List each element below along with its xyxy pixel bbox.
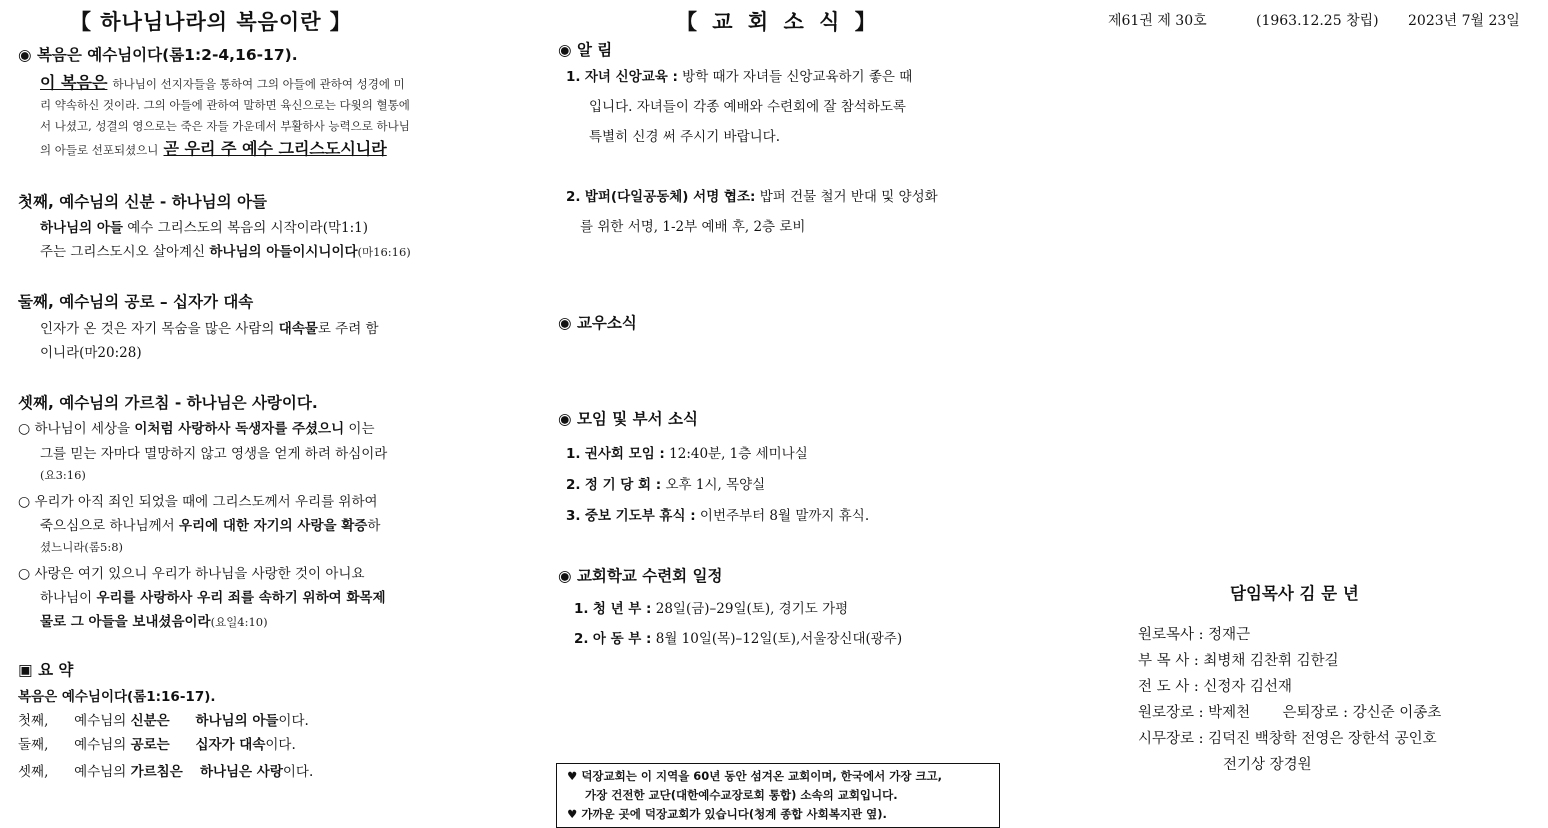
third-item-3-text-1: 사랑은 여기 있으니 우리가 하나님을 사랑한 것이 아니요 bbox=[34, 566, 365, 582]
retreat-item-text: 28일(금)–29일(토), 경기도 가평 bbox=[651, 601, 849, 617]
notice-item-2-text-1: 밥퍼 건물 철거 반대 및 양성화 bbox=[755, 189, 938, 205]
third-item-1-line-2: 그를 믿는 자마다 멸망하지 않고 영생을 얻게 하려 하심이라 bbox=[40, 446, 388, 462]
summary-line-2 bbox=[18, 733, 296, 753]
first-line-1-bold: 하나님의 아들 bbox=[40, 220, 123, 236]
third-item-1-post: 이는 bbox=[344, 421, 375, 437]
staff-row bbox=[1138, 675, 1292, 696]
third-item-2-pre: 죽으심으로 하나님께서 bbox=[40, 518, 179, 534]
first-line-2-bold: 하나님의 아들이시니이다 bbox=[209, 244, 358, 260]
staff-row bbox=[1138, 623, 1250, 644]
meeting-item-label: 권사회 모임 : bbox=[584, 446, 665, 462]
third-heading: 셋째, 예수님의 가르침 - 하나님은 사랑이다. bbox=[18, 394, 318, 412]
retreat-heading bbox=[558, 564, 723, 586]
summary-line-1 bbox=[18, 709, 309, 729]
meeting-item bbox=[566, 442, 808, 462]
circle-bullet-icon: ○ bbox=[18, 494, 31, 510]
retreat-item-num: 2. bbox=[574, 631, 589, 647]
third-item-1-ref: (요3:16) bbox=[40, 468, 86, 482]
third-item-2-line-3: 셨느니라(롬5:8) bbox=[40, 540, 124, 554]
meeting-item-num: 1. bbox=[566, 446, 581, 462]
notice-item-1-line-3: 특별히 신경 써 주시기 바랍니다. bbox=[589, 129, 780, 145]
gospel-conclusion: 곧 우리 주 예수 그리스도시니라 bbox=[163, 139, 387, 158]
summary-line-3-end: 이다. bbox=[282, 764, 314, 780]
first-heading: 첫째, 예수님의 신분 - 하나님의 아들 bbox=[18, 193, 267, 211]
summary-heading-text: 요 약 bbox=[38, 661, 74, 679]
staff-role: 은퇴장로 : bbox=[1282, 705, 1348, 721]
staff-names: 박제천 bbox=[1208, 705, 1251, 721]
target-bullet-icon: ◉ bbox=[558, 567, 572, 585]
church-info-box bbox=[556, 763, 1000, 828]
notice-heading-text: 알 림 bbox=[576, 41, 613, 59]
summary-heading bbox=[18, 658, 73, 680]
members-news-heading bbox=[558, 311, 637, 333]
retreat-item-text: 8월 10일(목)–12일(토),서울장신대(광주) bbox=[651, 631, 903, 647]
third-item-3-line-2 bbox=[40, 586, 386, 606]
staff-role: 전 도 사 : bbox=[1138, 679, 1199, 695]
third-item-3-line-1 bbox=[18, 562, 365, 582]
meeting-item-text: 12:40분, 1층 세미나실 bbox=[664, 446, 808, 462]
notice-item-1-line-1 bbox=[566, 65, 912, 85]
target-bullet-icon: ◉ bbox=[558, 410, 572, 428]
first-line-2-pre: 주는 그리스도시오 살아계신 bbox=[40, 244, 210, 260]
retreat-heading-text: 교회학교 수련회 일정 bbox=[576, 567, 723, 585]
second-heading: 둘째, 예수님의 공로 – 십자가 대속 bbox=[18, 293, 254, 311]
notice-heading bbox=[558, 38, 612, 60]
third-item-3-bold: 우리를 사랑하사 우리 죄를 속하기 위하여 화목제 bbox=[96, 590, 386, 606]
gospel-text-4: 의 아들로 선포되셨으니 bbox=[40, 143, 159, 157]
staff-names: 강신준 이종초 bbox=[1352, 705, 1442, 721]
second-line-1 bbox=[40, 317, 379, 337]
retreat-item bbox=[574, 627, 902, 647]
first-line-1-rest: 예수 그리스도의 복음의 시작이라(막1:1) bbox=[122, 220, 368, 236]
summary-line-3 bbox=[18, 760, 313, 780]
meeting-item bbox=[566, 504, 869, 524]
retreat-item bbox=[574, 597, 848, 617]
staff-names: 최병채 김찬휘 김한길 bbox=[1203, 653, 1339, 669]
meeting-item-num: 3. bbox=[566, 508, 581, 524]
summary-line-2-answer: 십자가 대속 bbox=[195, 737, 266, 753]
gospel-line-4 bbox=[40, 136, 387, 159]
retreat-item-label: 청 년 부 : bbox=[592, 601, 652, 617]
notice-item-2-line-1 bbox=[566, 185, 938, 205]
first-line-1 bbox=[40, 216, 368, 236]
summary-line-2-topic: 공로는 bbox=[130, 737, 170, 753]
summary-line-2-end: 이다. bbox=[265, 737, 296, 753]
third-item-2-post: 하 bbox=[367, 518, 381, 534]
staff-names: 신정자 김선재 bbox=[1203, 679, 1292, 695]
third-item-2-line-2 bbox=[40, 514, 380, 534]
summary-line-0-ref: (롬1:16-17). bbox=[127, 689, 216, 705]
gospel-lead: 이 복음은 bbox=[40, 73, 108, 92]
issue-date: 2023년 7월 23일 bbox=[1408, 13, 1520, 29]
gospel-section-title: 【 하나님나라의 복음이란 】 bbox=[70, 10, 352, 34]
target-bullet-icon: ◉ bbox=[558, 314, 572, 332]
summary-line-3-ordinal: 셋째, bbox=[18, 764, 49, 780]
staff-names: 정재근 bbox=[1208, 627, 1251, 643]
summary-line-3-topic: 가르침은 bbox=[130, 764, 183, 780]
summary-line-1-subject: 예수님의 bbox=[74, 713, 127, 729]
third-item-1-pre: 하나님이 세상을 bbox=[34, 421, 135, 437]
staff-names-continued: 전기상 장경원 bbox=[1223, 757, 1312, 773]
third-item-1-bold: 이처럼 사랑하사 독생자를 주셨으니 bbox=[134, 421, 345, 437]
notice-item-2-label: 밥퍼(다일공동체) 서명 협조: bbox=[584, 189, 756, 205]
notice-item-1-line-2: 입니다. 자녀들이 각종 예배와 수련회에 잘 참석하도록 bbox=[589, 99, 906, 115]
founded-date: (1963.12.25 창립) bbox=[1256, 13, 1379, 29]
summary-line-1-ordinal: 첫째, bbox=[18, 713, 49, 729]
summary-line-2-subject: 예수님의 bbox=[74, 737, 127, 753]
gospel-heading-text: 복음은 예수님이다(롬1:2-4,16-17). bbox=[36, 46, 298, 64]
second-line-2: 이니라(마20:28) bbox=[40, 345, 142, 361]
meeting-item-text: 이번주부터 8월 말까지 휴식. bbox=[695, 508, 870, 524]
summary-line-0 bbox=[18, 685, 216, 705]
notice-item-1-label: 자녀 신앙교육 : bbox=[584, 69, 678, 85]
meeting-item-label: 정 기 당 회 : bbox=[584, 477, 662, 493]
third-item-2-line-1 bbox=[18, 490, 378, 510]
second-line-1-post: 로 주려 함 bbox=[317, 321, 379, 337]
summary-line-1-topic: 신분은 bbox=[130, 713, 170, 729]
church-news-title: 【 교 회 소 식 】 bbox=[676, 10, 880, 34]
meeting-item bbox=[566, 473, 765, 493]
meetings-heading bbox=[558, 407, 698, 429]
staff-names: 김덕진 백창학 전영은 장한석 공인호 bbox=[1208, 731, 1437, 747]
third-item-2-text-1: 우리가 아직 죄인 되었을 때에 그리스도께서 우리를 위하여 bbox=[34, 494, 378, 510]
third-item-3-line-3 bbox=[40, 610, 268, 630]
gospel-text-2: 리 약속하신 것이라. 그의 아들에 관하여 말하면 육신으로는 다윗의 혈통에 bbox=[40, 98, 410, 112]
target-bullet-icon: ◉ bbox=[18, 46, 32, 64]
summary-line-2-ordinal: 둘째, bbox=[18, 737, 49, 753]
third-item-1-line-1 bbox=[18, 417, 374, 437]
circle-bullet-icon: ○ bbox=[18, 566, 31, 582]
target-bullet-icon: ◉ bbox=[558, 41, 572, 59]
meeting-item-text: 오후 1시, 목양실 bbox=[661, 477, 766, 493]
volume-number: 제61권 제 30호 bbox=[1108, 13, 1207, 29]
notice-item-2-num: 2. bbox=[566, 189, 581, 205]
gospel-text-3: 서 나셨고, 성결의 영으로는 죽은 자들 가운데서 부활하사 능력으로 하나님 bbox=[40, 119, 410, 133]
staff-role: 시무장로 : bbox=[1138, 731, 1204, 747]
staff-row bbox=[1138, 727, 1437, 748]
third-item-2-bold: 우리에 대한 자기의 사랑을 확증 bbox=[179, 518, 368, 534]
summary-line-1-answer: 하나님의 아들 bbox=[195, 713, 279, 729]
staff-row bbox=[1138, 701, 1441, 722]
summary-line-3-answer: 하나님은 사랑 bbox=[199, 764, 283, 780]
second-line-1-bold: 대속물 bbox=[278, 321, 318, 337]
gospel-heading bbox=[18, 43, 298, 65]
meeting-item-label: 중보 기도부 휴식 : bbox=[584, 508, 696, 524]
first-line-2-ref: (마16:16) bbox=[357, 245, 411, 259]
senior-pastor: 담임목사 김 문 년 bbox=[1230, 584, 1359, 603]
staff-row bbox=[1138, 649, 1339, 670]
notice-item-1-text-1: 방학 때가 자녀들 신앙교육하기 좋은 때 bbox=[677, 69, 913, 85]
third-item-3-bold-2: 물로 그 아들을 보내셨음이라 bbox=[40, 614, 211, 630]
third-item-3-ref: (요일4:10) bbox=[210, 615, 268, 629]
summary-line-0-bold: 복음은 예수님이다 bbox=[18, 689, 128, 705]
notice-item-1-num: 1. bbox=[566, 69, 581, 85]
gospel-line-1 bbox=[40, 70, 405, 93]
second-line-1-pre: 인자가 온 것은 자기 목숨을 많은 사람의 bbox=[40, 321, 279, 337]
church-info-line-2: 가장 건전한 교단(대한예수교장로회 통합) 소속의 교회입니다. bbox=[585, 788, 898, 802]
retreat-item-label: 아 동 부 : bbox=[592, 631, 652, 647]
meeting-item-num: 2. bbox=[566, 477, 581, 493]
first-line-2 bbox=[40, 240, 411, 260]
staff-role: 원로목사 : bbox=[1138, 627, 1204, 643]
summary-line-3-subject: 예수님의 bbox=[74, 764, 127, 780]
notice-item-2-line-2: 를 위한 서명, 1-2부 예배 후, 2층 로비 bbox=[580, 219, 806, 235]
gospel-text-1: 하나님이 선지자들을 통하여 그의 아들에 관하여 성경에 미 bbox=[112, 77, 405, 91]
circle-bullet-icon: ○ bbox=[18, 421, 31, 437]
staff-role: 원로장로 : bbox=[1138, 705, 1204, 721]
church-info-line-3: ♥ 가까운 곳에 덕장교회가 있습니다(청계 종합 사회복지관 옆). bbox=[567, 807, 887, 821]
retreat-item-num: 1. bbox=[574, 601, 589, 617]
third-item-3-pre: 하나님이 bbox=[40, 590, 97, 606]
church-info-line-1: ♥ 덕장교회는 이 지역을 60년 동안 섬겨온 교회이며, 한국에서 가장 크고, bbox=[567, 769, 943, 783]
summary-line-1-end: 이다. bbox=[278, 713, 309, 729]
staff-role: 부 목 사 : bbox=[1138, 653, 1199, 669]
square-bullet-icon: ▣ bbox=[18, 661, 33, 679]
members-news-heading-text: 교우소식 bbox=[576, 314, 637, 332]
meetings-heading-text: 모임 및 부서 소식 bbox=[576, 410, 698, 428]
